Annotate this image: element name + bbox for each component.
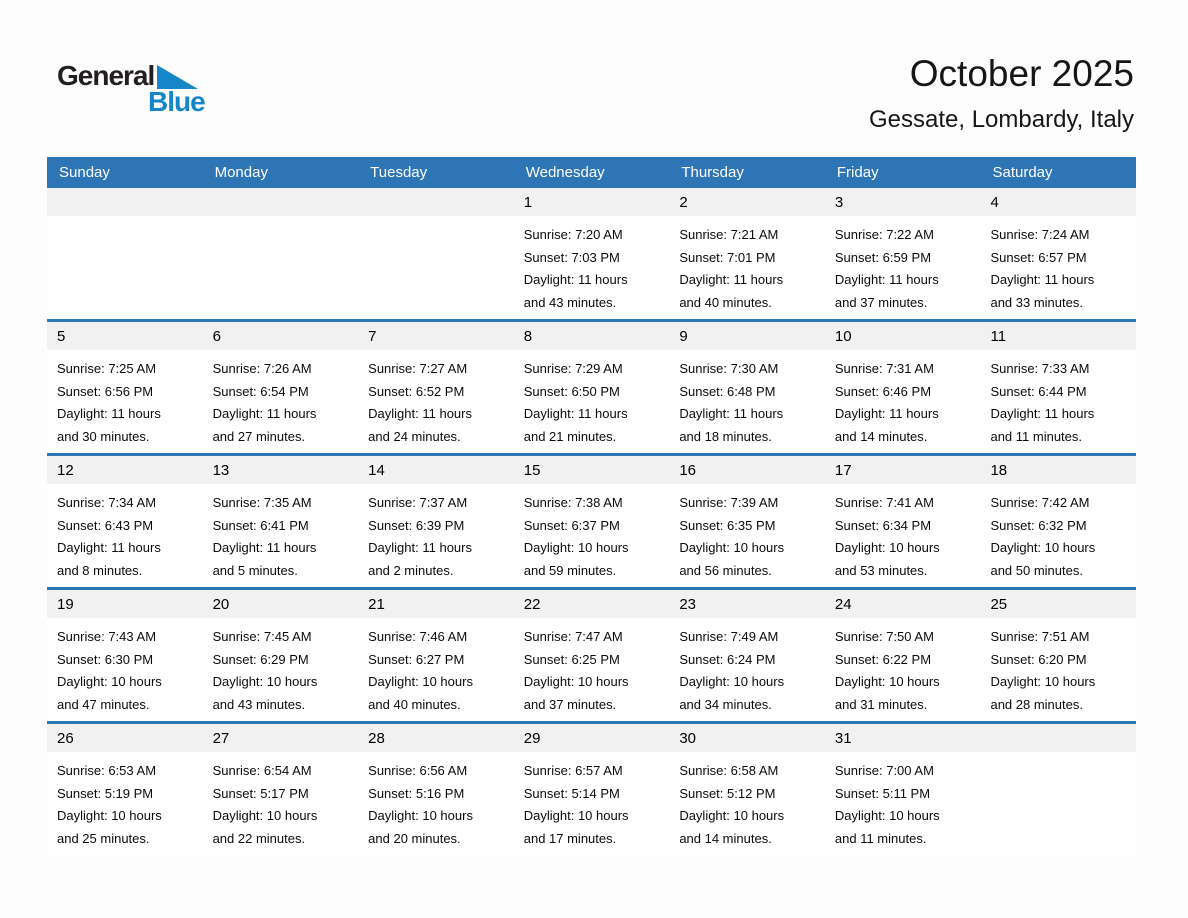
logo-text-general: General (57, 60, 155, 91)
weekday-header-cell: Wednesday (525, 164, 605, 181)
daylight-text: Daylight: 10 hours and 22 minutes. (212, 808, 318, 846)
day-details (514, 350, 670, 448)
day-details (669, 752, 825, 850)
day-number-strip (980, 456, 1136, 484)
calendar-day-cell (669, 724, 825, 855)
sunset-text: Sunset: 7:01 PM (679, 249, 776, 265)
calendar-week-row (47, 319, 1136, 453)
sunrise-text: Sunrise: 6:56 AM (368, 763, 468, 778)
daylight-text: Daylight: 10 hours and 31 minutes. (834, 674, 940, 712)
day-number: 23 (679, 596, 696, 613)
sunrise-text: Sunrise: 7:45 AM (212, 629, 312, 644)
daylight-text: Daylight: 11 hours and 40 minutes. (679, 272, 784, 310)
day-details (203, 216, 359, 224)
calendar-day-cell (980, 456, 1136, 587)
day-details (514, 618, 670, 716)
day-number: 21 (368, 596, 385, 613)
day-number-strip (514, 456, 670, 484)
daylight-text: Daylight: 11 hours and 37 minutes. (834, 272, 939, 310)
calendar-day-cell (825, 724, 981, 855)
day-number: 12 (57, 462, 74, 479)
sunset-text: Sunset: 5:14 PM (523, 785, 620, 801)
day-details (980, 350, 1136, 448)
calendar-day-cell-empty (47, 188, 203, 319)
sunrise-text: Sunrise: 7:33 AM (990, 361, 1090, 376)
calendar-day-cell (825, 456, 981, 587)
day-details (514, 484, 670, 582)
day-number: 24 (834, 596, 852, 613)
calendar-day-cell (825, 590, 981, 721)
day-number: 14 (368, 462, 385, 479)
day-details (358, 216, 514, 224)
daylight-text: Daylight: 11 hours and 30 minutes. (57, 406, 161, 444)
daylight-text: Daylight: 11 hours and 43 minutes. (523, 272, 628, 310)
daylight-text: Daylight: 10 hours and 59 minutes. (523, 540, 629, 578)
daylight-text: Daylight: 10 hours and 17 minutes. (523, 808, 629, 846)
sunrise-text: Sunrise: 7:37 AM (368, 495, 468, 510)
day-number: 26 (57, 730, 74, 747)
sunset-text: Sunset: 6:59 PM (834, 249, 932, 265)
calendar-day-cell (47, 322, 203, 453)
day-details (669, 350, 825, 448)
sunrise-text: Sunrise: 7:51 AM (990, 629, 1090, 644)
calendar-table (47, 157, 1136, 855)
day-details (669, 484, 825, 582)
day-number-strip (358, 456, 514, 484)
calendar-day-cell (514, 590, 670, 721)
day-number-strip (825, 322, 981, 350)
sunrise-text: Sunrise: 7:43 AM (57, 629, 157, 644)
day-number: 5 (57, 328, 66, 345)
general-blue-logo (57, 58, 277, 128)
daylight-text: Daylight: 10 hours and 25 minutes. (57, 808, 162, 846)
sunrise-text: Sunrise: 7:38 AM (523, 495, 623, 510)
day-details (47, 484, 203, 582)
daylight-text: Daylight: 10 hours and 34 minutes. (679, 674, 785, 712)
calendar-day-cell (514, 724, 670, 855)
calendar-day-cell-empty (980, 724, 1136, 855)
sunrise-text: Sunrise: 7:00 AM (834, 763, 934, 778)
day-number-strip (825, 724, 981, 752)
sunrise-text: Sunrise: 6:57 AM (523, 763, 623, 778)
day-number-strip (825, 188, 981, 216)
day-details (47, 618, 203, 716)
sunset-text: Sunset: 6:25 PM (523, 651, 620, 667)
sunset-text: Sunset: 6:32 PM (990, 517, 1087, 533)
calendar-day-cell (669, 456, 825, 587)
day-number-strip (358, 188, 514, 216)
calendar-week-row (47, 188, 1136, 319)
calendar-day-cell (47, 590, 203, 721)
day-number-strip (203, 188, 359, 216)
sunrise-text: Sunrise: 7:39 AM (679, 495, 779, 510)
sunrise-text: Sunrise: 7:47 AM (523, 629, 623, 644)
calendar-weeks (47, 188, 1136, 855)
sunrise-text: Sunrise: 7:49 AM (679, 629, 779, 644)
day-details (825, 484, 981, 582)
day-number-strip (669, 322, 825, 350)
day-details (358, 618, 514, 716)
day-number: 31 (834, 730, 852, 747)
sunset-text: Sunset: 6:56 PM (57, 383, 154, 399)
daylight-text: Daylight: 11 hours and 5 minutes. (212, 540, 317, 578)
calendar-day-cell (514, 456, 670, 587)
day-details (358, 350, 514, 448)
weekday-header-cell: Sunday (59, 164, 110, 181)
sunset-text: Sunset: 6:48 PM (679, 383, 776, 399)
day-number-strip (669, 724, 825, 752)
day-number-strip (825, 590, 981, 618)
sunrise-text: Sunrise: 7:26 AM (212, 361, 312, 376)
sunset-text: Sunset: 6:43 PM (57, 517, 154, 533)
sunset-text: Sunset: 5:16 PM (368, 785, 465, 801)
logo-text-blue: Blue (148, 86, 205, 117)
day-number-strip (47, 590, 203, 618)
sunset-text: Sunset: 6:52 PM (368, 383, 465, 399)
day-number-strip (47, 724, 203, 752)
sunset-text: Sunset: 6:46 PM (834, 383, 932, 399)
day-number-strip (514, 724, 670, 752)
daylight-text: Daylight: 11 hours and 27 minutes. (212, 406, 317, 444)
sunset-text: Sunset: 6:39 PM (368, 517, 465, 533)
calendar-week-row (47, 453, 1136, 587)
day-number: 1 (523, 194, 533, 211)
sunrise-text: Sunrise: 7:20 AM (523, 227, 623, 242)
day-number: 20 (212, 596, 230, 613)
sunrise-text: Sunrise: 7:34 AM (57, 495, 157, 510)
day-number: 7 (368, 328, 377, 345)
calendar-day-cell (358, 590, 514, 721)
weekday-header-cell: Saturday (992, 164, 1053, 181)
day-number: 19 (57, 596, 74, 613)
weekday-header-row (47, 157, 1136, 188)
sunrise-text: Sunrise: 7:41 AM (834, 495, 934, 510)
sunrise-text: Sunrise: 7:25 AM (57, 361, 157, 376)
day-details (203, 484, 359, 582)
day-number: 25 (990, 596, 1008, 613)
day-details (47, 752, 203, 850)
calendar-day-cell (980, 322, 1136, 453)
calendar-day-cell (514, 322, 670, 453)
daylight-text: Daylight: 11 hours and 24 minutes. (368, 406, 472, 444)
day-number: 3 (834, 194, 844, 211)
sunset-text: Sunset: 6:22 PM (834, 651, 932, 667)
day-number: 15 (523, 462, 541, 479)
calendar-day-cell (358, 456, 514, 587)
day-number-strip (47, 322, 203, 350)
calendar-day-cell-empty (203, 188, 359, 319)
day-details (980, 484, 1136, 582)
daylight-text: Daylight: 10 hours and 40 minutes. (368, 674, 473, 712)
day-number-strip (669, 590, 825, 618)
sunrise-text: Sunrise: 7:21 AM (679, 227, 779, 242)
day-number-strip (514, 590, 670, 618)
daylight-text: Daylight: 11 hours and 21 minutes. (523, 406, 628, 444)
day-details (669, 618, 825, 716)
calendar-day-cell (203, 590, 359, 721)
day-number-strip (514, 322, 670, 350)
weekday-header-cell: Tuesday (370, 164, 428, 181)
day-number-strip (203, 724, 359, 752)
day-details (47, 216, 203, 224)
day-details (825, 216, 981, 314)
day-number-strip (669, 456, 825, 484)
day-number: 11 (990, 328, 1007, 345)
sunset-text: Sunset: 6:29 PM (212, 651, 309, 667)
day-number-strip (358, 724, 514, 752)
day-number: 27 (212, 730, 230, 747)
day-details (825, 350, 981, 448)
day-number-strip (358, 322, 514, 350)
page-subtitle: Gessate, Lombardy, Italy (868, 106, 1134, 133)
day-number: 28 (368, 730, 385, 747)
sunrise-text: Sunrise: 7:22 AM (834, 227, 934, 242)
daylight-text: Daylight: 11 hours and 14 minutes. (834, 406, 939, 444)
daylight-text: Daylight: 11 hours and 2 minutes. (368, 540, 472, 578)
day-details (47, 350, 203, 448)
day-number: 2 (679, 194, 688, 211)
day-number: 13 (212, 462, 230, 479)
calendar-day-cell (203, 456, 359, 587)
weekday-header-cell: Thursday (681, 164, 744, 181)
day-number: 9 (679, 328, 688, 345)
day-number: 22 (523, 596, 541, 613)
calendar-day-cell (669, 188, 825, 319)
sunrise-text: Sunrise: 7:50 AM (834, 629, 934, 644)
day-number-strip (980, 322, 1136, 350)
calendar-day-cell-empty (358, 188, 514, 319)
sunset-text: Sunset: 6:44 PM (990, 383, 1087, 399)
day-number-strip (980, 188, 1136, 216)
calendar-day-cell (669, 590, 825, 721)
weekday-header-cell: Monday (214, 164, 268, 181)
calendar-day-cell (980, 188, 1136, 319)
sunset-text: Sunset: 6:50 PM (523, 383, 620, 399)
daylight-text: Daylight: 10 hours and 14 minutes. (679, 808, 785, 846)
day-number-strip (47, 188, 203, 216)
daylight-text: Daylight: 10 hours and 20 minutes. (368, 808, 473, 846)
day-number: 29 (523, 730, 541, 747)
daylight-text: Daylight: 10 hours and 47 minutes. (57, 674, 162, 712)
daylight-text: Daylight: 10 hours and 43 minutes. (212, 674, 318, 712)
day-details (825, 752, 981, 850)
calendar-day-cell (825, 322, 981, 453)
daylight-text: Daylight: 10 hours and 37 minutes. (523, 674, 629, 712)
sunset-text: Sunset: 5:17 PM (212, 785, 309, 801)
sunset-text: Sunset: 6:20 PM (990, 651, 1087, 667)
sunset-text: Sunset: 5:12 PM (679, 785, 776, 801)
daylight-text: Daylight: 11 hours and 33 minutes. (990, 272, 1095, 310)
sunrise-text: Sunrise: 6:53 AM (57, 763, 157, 778)
sunrise-text: Sunrise: 6:58 AM (679, 763, 779, 778)
daylight-text: Daylight: 11 hours and 18 minutes. (679, 406, 784, 444)
day-details (825, 618, 981, 716)
sunset-text: Sunset: 7:03 PM (523, 249, 620, 265)
sunset-text: Sunset: 6:27 PM (368, 651, 465, 667)
sunrise-text: Sunrise: 7:29 AM (523, 361, 623, 376)
sunset-text: Sunset: 5:11 PM (834, 785, 931, 801)
sunrise-text: Sunrise: 7:42 AM (990, 495, 1090, 510)
day-details (203, 350, 359, 448)
day-details (669, 216, 825, 314)
sunrise-text: Sunrise: 6:54 AM (212, 763, 312, 778)
daylight-text: Daylight: 10 hours and 28 minutes. (990, 674, 1096, 712)
calendar-week-row (47, 721, 1136, 855)
sunset-text: Sunset: 6:41 PM (212, 517, 309, 533)
sunrise-text: Sunrise: 7:46 AM (368, 629, 468, 644)
day-number-strip (358, 590, 514, 618)
sunrise-text: Sunrise: 7:24 AM (990, 227, 1090, 242)
day-details (980, 216, 1136, 314)
day-details (980, 618, 1136, 716)
day-number: 6 (212, 328, 221, 345)
calendar-day-cell (980, 590, 1136, 721)
day-number: 10 (834, 328, 852, 345)
day-number: 8 (523, 328, 533, 345)
daylight-text: Daylight: 10 hours and 50 minutes. (990, 540, 1096, 578)
daylight-text: Daylight: 10 hours and 11 minutes. (834, 808, 940, 846)
sunrise-text: Sunrise: 7:31 AM (834, 361, 934, 376)
day-number-strip (825, 456, 981, 484)
day-number-strip (203, 456, 359, 484)
day-number-strip (514, 188, 670, 216)
day-details (358, 484, 514, 582)
sunset-text: Sunset: 6:37 PM (523, 517, 620, 533)
daylight-text: Daylight: 10 hours and 53 minutes. (834, 540, 940, 578)
page-title: October 2025 (909, 53, 1134, 94)
calendar-day-cell (825, 188, 981, 319)
sunset-text: Sunset: 5:19 PM (57, 785, 154, 801)
daylight-text: Daylight: 11 hours and 11 minutes. (990, 406, 1095, 444)
daylight-text: Daylight: 11 hours and 8 minutes. (57, 540, 161, 578)
calendar-day-cell (203, 724, 359, 855)
day-number-strip (203, 590, 359, 618)
day-number: 16 (679, 462, 696, 479)
calendar-day-cell (47, 456, 203, 587)
day-number-strip (47, 456, 203, 484)
sunrise-text: Sunrise: 7:35 AM (212, 495, 312, 510)
sunset-text: Sunset: 6:30 PM (57, 651, 154, 667)
day-number-strip (669, 188, 825, 216)
day-details (514, 752, 670, 850)
day-number: 17 (834, 462, 852, 479)
day-details (980, 752, 1136, 760)
day-number: 18 (990, 462, 1008, 479)
calendar-day-cell (514, 188, 670, 319)
daylight-text: Daylight: 10 hours and 56 minutes. (679, 540, 785, 578)
day-details (203, 752, 359, 850)
calendar-titles (869, 52, 1134, 135)
sunset-text: Sunset: 6:57 PM (990, 249, 1087, 265)
sunset-text: Sunset: 6:54 PM (212, 383, 309, 399)
sunset-text: Sunset: 6:34 PM (834, 517, 932, 533)
day-details (358, 752, 514, 850)
calendar-day-cell (669, 322, 825, 453)
day-number-strip (980, 590, 1136, 618)
sunset-text: Sunset: 6:24 PM (679, 651, 776, 667)
sunrise-text: Sunrise: 7:27 AM (368, 361, 468, 376)
day-number: 4 (990, 194, 999, 211)
calendar-week-row (47, 587, 1136, 721)
sunrise-text: Sunrise: 7:30 AM (679, 361, 779, 376)
calendar-day-cell (47, 724, 203, 855)
day-number: 30 (679, 730, 696, 747)
day-details (514, 216, 670, 314)
day-details (203, 618, 359, 716)
day-number-strip (203, 322, 359, 350)
weekday-header-cell: Friday (836, 164, 879, 181)
calendar-day-cell (358, 724, 514, 855)
day-number-strip (980, 724, 1136, 752)
calendar-day-cell (203, 322, 359, 453)
calendar-day-cell (358, 322, 514, 453)
sunset-text: Sunset: 6:35 PM (679, 517, 776, 533)
